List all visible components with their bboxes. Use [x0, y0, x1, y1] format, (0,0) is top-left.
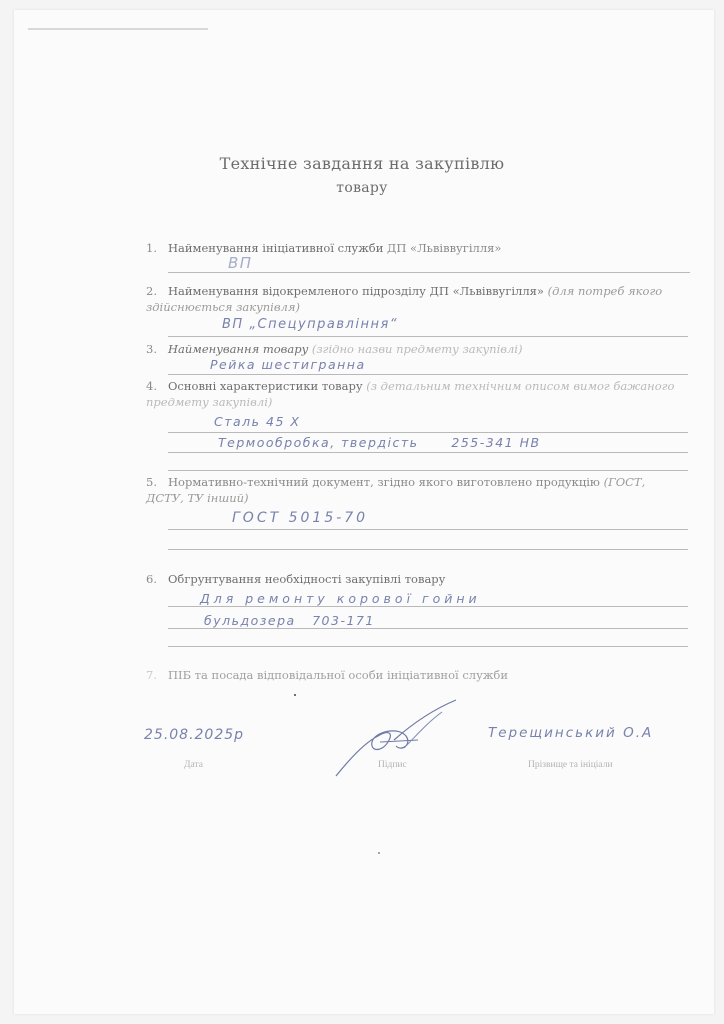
item-5-value: ГОСТ 5015-70 [232, 510, 369, 526]
item-hint: (ГОСТ, ДСТУ, ТУ інший) [146, 475, 646, 505]
item-number: 4. [146, 379, 157, 393]
signature-name-value: Терещинський О.А [488, 725, 654, 741]
item-number: 3. [146, 342, 157, 356]
item-number: 5. [146, 475, 157, 489]
name-label: Прізвище та ініціали [528, 760, 613, 770]
item-hint: (з детальним технічним описом вимог бажаного предмету закупівлі) [146, 379, 675, 409]
item-number: 6. [146, 572, 157, 586]
item-6-rule-2 [168, 628, 688, 629]
item-5-rule-2 [168, 549, 688, 550]
document-title: Технічне завдання на закупівлю [219, 154, 505, 173]
item-3-value: Рейка шестигранна [210, 357, 366, 372]
item-3-rule [168, 374, 688, 375]
item-2-value: ВП „Спецуправління“ [222, 317, 399, 332]
item-6-rule-3 [168, 646, 688, 647]
item-6 [146, 571, 696, 587]
item-2 [146, 283, 696, 315]
item-7 [146, 667, 696, 683]
item-hint: (згідно назви предмету закупівлі) [311, 342, 523, 356]
item-6-value-line1: Для ремонту корової гойни [200, 591, 481, 606]
item-4-value-line1: Сталь 45 Х [214, 414, 301, 429]
item-4-rule-3 [168, 470, 688, 471]
item-3 [146, 341, 696, 357]
item-label: Обгрунтування необхідності закупівлі товару [168, 572, 446, 586]
item-hint: (для потреб якого здійснюється закупівля) [146, 284, 663, 314]
item-label: ПІБ та посада відповідальної особи ініціативної служби [168, 668, 509, 682]
item-2-rule [168, 336, 688, 337]
item-1-rule [168, 272, 690, 273]
item-4-value-line2: Термообробка, твердість 255-341 НВ [218, 435, 541, 450]
scan-edge-line [28, 28, 208, 30]
date-label: Дата [184, 760, 203, 770]
item-6-rule-1 [168, 606, 688, 607]
signature-date-value: 25.08.2025р [144, 727, 245, 743]
item-label: Нормативно-технічний документ, згідно якого виготовлено продукцію [168, 475, 600, 489]
item-label: Основні характеристики товару [168, 379, 363, 393]
item-5-rule-1 [168, 529, 688, 530]
item-number: 2. [146, 284, 157, 298]
scan-dot [378, 852, 380, 854]
item-1-value: ВП [228, 254, 253, 272]
item-org: ДП «Львіввугілля» [387, 241, 502, 255]
item-number: 7. [146, 668, 157, 682]
item-5 [146, 474, 646, 506]
document-title-line2: товару [336, 180, 388, 196]
item-number: 1. [146, 241, 157, 255]
item-6-value-line2: бульдозера 703-171 [204, 613, 375, 628]
scan-dot [294, 694, 296, 696]
item-label: Найменування товару [168, 342, 309, 356]
signature-label: Підпис [378, 760, 407, 770]
item-4-rule-2 [168, 452, 688, 453]
item-4-rule-1 [168, 432, 688, 433]
item-org: ДП «Львіввугілля» [429, 284, 544, 298]
item-4 [146, 378, 702, 410]
item-label: Найменування ініціативної служби [168, 241, 384, 255]
item-label: Найменування відокремленого підрозділу [168, 284, 426, 298]
